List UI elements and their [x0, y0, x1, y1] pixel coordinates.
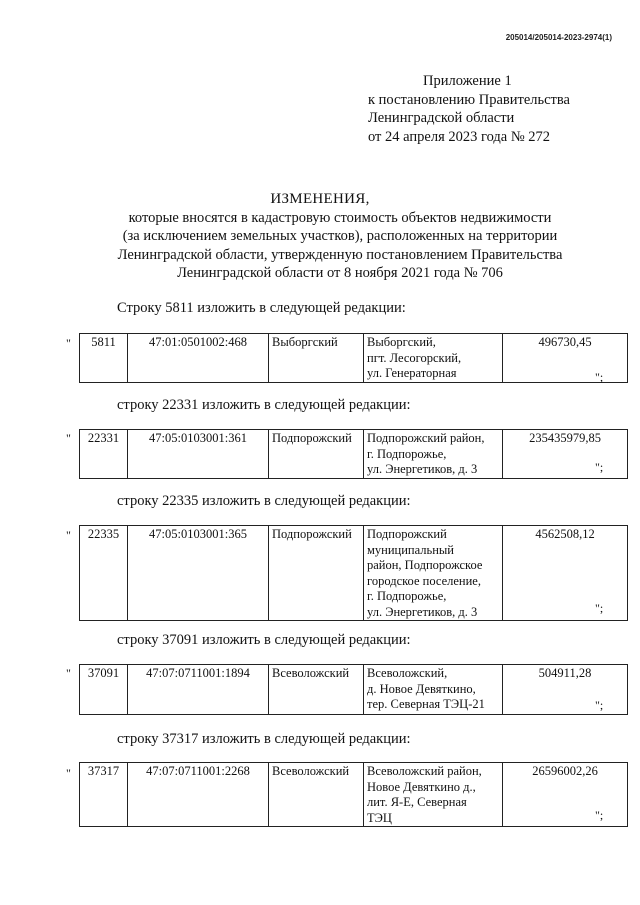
appendix-line: к постановлению Правительства	[368, 91, 570, 108]
quote-open: "	[66, 431, 71, 445]
address-line: городское поселение,	[367, 573, 481, 588]
address-line: муниципальный	[367, 542, 454, 557]
row-number-cell: 5811	[80, 334, 128, 383]
entry-table	[79, 429, 628, 479]
address-line: ул. Генераторная	[367, 366, 457, 380]
quote-close: ";	[595, 370, 604, 384]
subtitle-line: которые вносятся в кадастровую стоимость объектов недвижимости	[128, 210, 552, 226]
table-row	[80, 430, 628, 479]
cadastral-value-cell: 496730,45	[503, 334, 628, 383]
cadastral-number-cell: 47:05:0103001:365	[128, 526, 269, 621]
table-row	[80, 526, 628, 621]
quote-open: "	[66, 666, 71, 680]
address-line: Всеволожский район,	[367, 764, 482, 778]
cadastral-number-cell: 47:01:0501002:468	[128, 334, 269, 383]
cadastral-number-cell: 47:07:0711001:2268	[128, 763, 269, 827]
table-row	[80, 763, 628, 827]
address-line: Новое Девяткино д.,	[367, 779, 476, 794]
quote-open: "	[66, 336, 71, 350]
cadastral-value-cell: 235435979,85	[503, 430, 628, 479]
entry-table	[79, 525, 628, 621]
entry-table	[79, 333, 628, 383]
table-row	[80, 334, 628, 383]
cadastral-value-cell: 4562508,12	[503, 526, 628, 621]
district-cell: Всеволожский	[269, 763, 364, 827]
subtitle-line: (за исключением земельных участков), расположенных на территории	[122, 228, 558, 245]
appendix-block	[368, 72, 570, 146]
address-line: пгт. Лесогорский,	[367, 350, 462, 365]
address-cell	[364, 665, 503, 715]
entry-instruction: строку 22335 изложить в следующей редакции:	[117, 493, 411, 509]
document-subtitle	[40, 209, 640, 282]
entry-instruction: строку 37091 изложить в следующей редакции:	[117, 632, 411, 648]
address-line: г. Подпорожье,	[367, 589, 447, 603]
subtitle-line: Ленинградской области, утвержденную постановлением Правительства	[117, 246, 563, 263]
address-line: Подпорожский район,	[367, 431, 485, 445]
address-line: тер. Северная ТЭЦ-21	[367, 697, 485, 711]
address-line: Подпорожский	[367, 527, 447, 541]
appendix-line: Приложение 1	[423, 73, 512, 89]
address-line: Всеволожский,	[367, 666, 448, 680]
cadastral-number-cell: 47:05:0103001:361	[128, 430, 269, 479]
entry-table	[79, 664, 628, 715]
cadastral-number-cell: 47:07:0711001:1894	[128, 665, 269, 715]
district-cell: Всеволожский	[269, 665, 364, 715]
quote-close: ";	[595, 698, 604, 712]
quote-open: "	[66, 766, 71, 780]
address-cell	[364, 430, 503, 479]
address-line: ул. Энергетиков, д. 3	[367, 462, 478, 476]
quote-open: "	[66, 528, 71, 542]
document-title: ИЗМЕНЕНИЯ,	[270, 191, 370, 207]
district-cell: Подпорожский	[269, 430, 364, 479]
address-cell	[364, 334, 503, 383]
entry-table	[79, 762, 628, 827]
cadastral-value-cell: 504911,28	[503, 665, 628, 715]
address-cell	[364, 763, 503, 827]
district-cell: Подпорожский	[269, 526, 364, 621]
row-number-cell: 22331	[80, 430, 128, 479]
quote-close: ";	[595, 601, 604, 615]
row-number-cell: 22335	[80, 526, 128, 621]
quote-close: ";	[595, 460, 604, 474]
address-line: лит. Я-Е, Северная	[367, 795, 467, 809]
row-number-cell: 37091	[80, 665, 128, 715]
entry-instruction: строку 22331 изложить в следующей редакции:	[117, 397, 411, 413]
entry-instruction: Строку 5811 изложить в следующей редакции:	[117, 300, 406, 316]
district-cell: Выборгский	[269, 334, 364, 383]
address-line: д. Новое Девяткино,	[367, 681, 476, 696]
table-row	[80, 665, 628, 715]
document-id: 205014/205014-2023-2974(1)	[505, 33, 612, 42]
appendix-line: Ленинградской области	[368, 110, 515, 126]
appendix-line: от 24 апреля 2023 года № 272	[368, 128, 551, 145]
address-line: ТЭЦ	[367, 810, 392, 825]
address-line: г. Подпорожье,	[367, 446, 447, 461]
subtitle-line: Ленинградской области от 8 ноября 2021 года № 706	[177, 264, 503, 281]
address-line: район, Подпорожское	[367, 558, 483, 572]
quote-close: ";	[595, 808, 604, 822]
entry-instruction: строку 37317 изложить в следующей редакции:	[117, 731, 411, 747]
address-line: Выборгский,	[367, 335, 436, 349]
address-cell	[364, 526, 503, 621]
row-number-cell: 37317	[80, 763, 128, 827]
address-line: ул. Энергетиков, д. 3	[367, 604, 478, 619]
cadastral-value-cell: 26596002,26	[503, 763, 628, 827]
